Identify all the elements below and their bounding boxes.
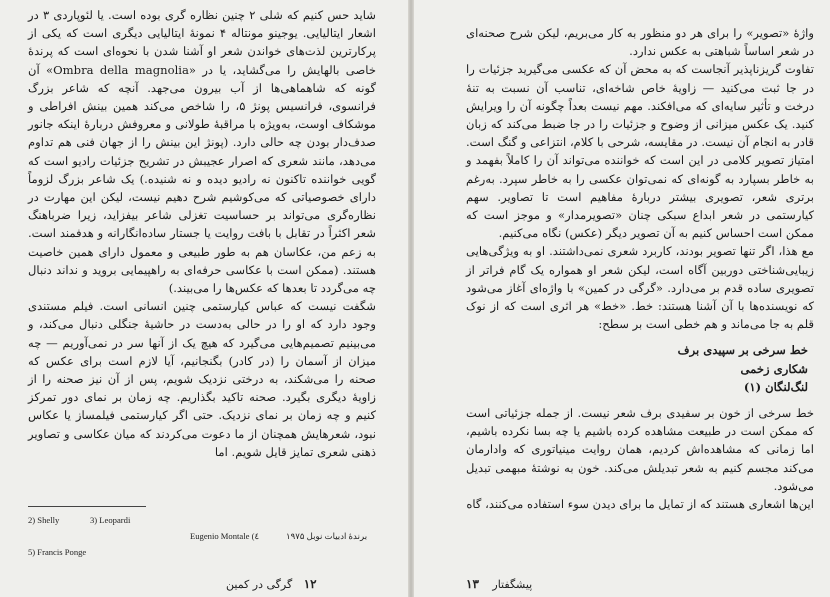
verse-spacer — [466, 333, 814, 341]
left-running-title: گرگی در کمین — [226, 578, 293, 591]
right-page-body — [466, 24, 814, 513]
footnote-shelley: 2) Shelly — [28, 515, 60, 525]
left-paragraph-2: شگفت نیست که عباس کیارستمی چنین انسانی است. فیلم مستندی وجود دارد که او را در حالی به‌دست در حاشیهٔ جنگلی دنبال می‌کند، و می‌بینیم تصمیم‌هایی می‌گیرد که هیچ یک از آنها سر در نمی‌آوریم — چه میزان از آسمان را (در کادر) بگنجانیم، آیا لازم است برای عکس که صحنه را می‌شکند، به درختی نزدیک شویم، پس از آن نیز صحنه را از زاویهٔ دیگری بگیرد. صحنه تاکید بگذاریم. چه زمان بر نمای دور تمرکز کنیم و چه زمان بر نمای نزدیک. حتی اگر کیارستمی فیلمساز یا عکاس نبود، شعرهایش همچنان از ما دعوت می‌کردند که میان عکاسی و تصاویر ذهنی شعری تمایز قایل شویم. اما — [28, 299, 376, 459]
right-running-title: پیشگفتار — [492, 578, 533, 591]
right-page — [414, 0, 830, 597]
left-paragraph-1: شاید حس کنیم که شلی ۲ چنین نظاره گری بوده است. یا لئوپاردی ۳ در اشعار ایتالیایی. یوجینو مونتاله ۴ نمونهٔ ایتالیایی دیگری است که یکی از پرکارترین لذت‌های خواندن شعر او آشنا شدن با نحوه‌ای است که پرندهٔ خاصی بالهایش را می‌گشاید، یا در «Ombra della magnolia» آن گونه که شاهماهی‌ها از آب بیرون می‌جهد. آنچه که شاعر بزرگ فرانسوی، فرانسیس پونژ ۵، را شاخص می‌کند همین بینش افراطی و موشکاف اوست، به‌ویژه با مراقبهٔ طولانی و معروفش دربارهٔ اینکه جانور صدف‌دار بودن چه حالی دارد. (پونژ این بینش را از جهان فنی هم تداوم می‌دهد، مانند شعری که اصرار عجیبش در تشریح جزئیات رادیو است که گویی خواننده تاکنون نه رادیو دیده و نه شنیده.) یک شاعر بزرگ لزوماً دارای خصوصیاتی که می‌کوشیم شرح دهیم نیست، لیکن این مهارت در نظاره‌گری می‌تواند بر حساسیت تغزلی شاعر بیفزاید، زیرا ضرباهنگ شعر اکثراً در تقابل با بافت روایت یا جستار ساده‌انگارانه و هدفمند است. به زعم من، عکاسان هم به طور طبیعی و معمول دارای همین خاصیت هستند. (ممکن است با عکاسی حرفه‌ای به راهپیمایی بروید و نداند دنبال چه می‌گردد تا بعدها که عکس‌ها را می‌بیند.) — [28, 8, 376, 296]
right-paragraph-5: این‌ها اشعاری هستند که از تمایل ما برای دیدن سوء استفاده می‌کنند، گاه — [466, 497, 814, 512]
footnote-leopardi: 3) Leopardi — [90, 515, 131, 525]
left-page — [0, 0, 408, 597]
footnote-row-1 — [28, 512, 388, 528]
left-running-foot — [226, 577, 317, 591]
right-paragraph-1: واژهٔ «تصویر» را برای هر دو منظور به کار می‌بریم، لیکن شرح صحنه‌ای در شعر اساساً شباهتی به عکس ندارد. — [466, 26, 814, 59]
footnote-montale-latin: Eugenio Montale (٤ — [190, 531, 260, 541]
footnote-row-2 — [28, 528, 388, 544]
verse-line-3: لنگ‌لنگان (۱) — [743, 379, 808, 394]
footnote-divider — [28, 506, 146, 507]
right-paragraph-4: خط سرخی از خون بر سفیدی برف شعر نیست. از جمله جزئیاتی است که ممکن است در طبیعت مشاهده کرده باشیم یا چه بسا نکرده باشیم، اما زمانی که مشاهده‌اش کردیم، همان روایت مینیاتوری که وادارمان می‌کند مجسم کنیم به شعر تبدیلش می‌کند. خون به نوشتهٔ مبهمی تبدیل می‌شود. — [466, 406, 814, 493]
footnotes — [28, 512, 388, 560]
footnote-ponge: 5) Francis Ponge — [28, 547, 87, 557]
right-paragraph-2: تفاوت گریزناپذیر آنجاست که به محض آن که عکسی می‌گیرید جزئیات را در جا ثبت می‌کنید — زاویهٔ خاص شاخه‌ای، تناسب آن نسبت به تنهٔ درخت و تأثیر سایه‌ای که می‌افکند. مهم نیست بعداً چگونه آن را ویرایش کنید. یک عکس میزانی از وضوح و جزئیات را در جا ضبط می‌کند که زبان قادر به انجام آن نیست. در مقایسه، شرحی با کلام، انتزاعی و گنگ است. امتیاز تصویر کلامی در این است که خواننده می‌تواند آن را کاملاً بفهمد و به خاطر بسپارد به گونه‌ای که نمی‌توان عکسی را به خاطر سپرد. به‌رغم برتری شعر، تصویری بیشتر دربارهٔ مفاهیم است تا تصاویر. سهم کیارستمی در شعر ابداع سبکی چنان «تصویرمدار» و موجز است که ممکن است احساس کنیم به آن تصویر دیگر (عکس) نگاه می‌کنیم. — [466, 62, 814, 241]
left-page-number: ۱۲ — [303, 577, 317, 591]
footnote-row-3 — [28, 544, 388, 560]
verse-line-2: شکاری زخمی — [740, 361, 808, 376]
right-page-number: ۱۳ — [466, 577, 479, 591]
right-paragraph-3: مع هذا، اگر تنها تصویر بودند، کاربرد شعری نمی‌داشتند. او به ویژگی‌هایی زیبایی‌شناختی دوربین آگاه است، لیکن شعر او همواره یک گام فراتر از تصویری ساده قدم بر می‌دارد. «گرگی در کمین» با واژه‌ای آغاز می‌شود که نویسنده‌ها با آن آشنا هستند: خط. «خط» هر اثری است که از نوک قلم به جا می‌ماند و هم خطی است بر سطح: — [466, 244, 814, 332]
left-page-body — [28, 6, 376, 461]
footnote-montale-farsi: برندهٔ ادبیات نوبل ۱۹۷۵ — [286, 531, 368, 541]
verse-spacer-after — [466, 396, 814, 404]
right-running-foot — [466, 577, 532, 591]
verse-line-1: خط سرخی بر سپیدی برف — [677, 343, 808, 358]
